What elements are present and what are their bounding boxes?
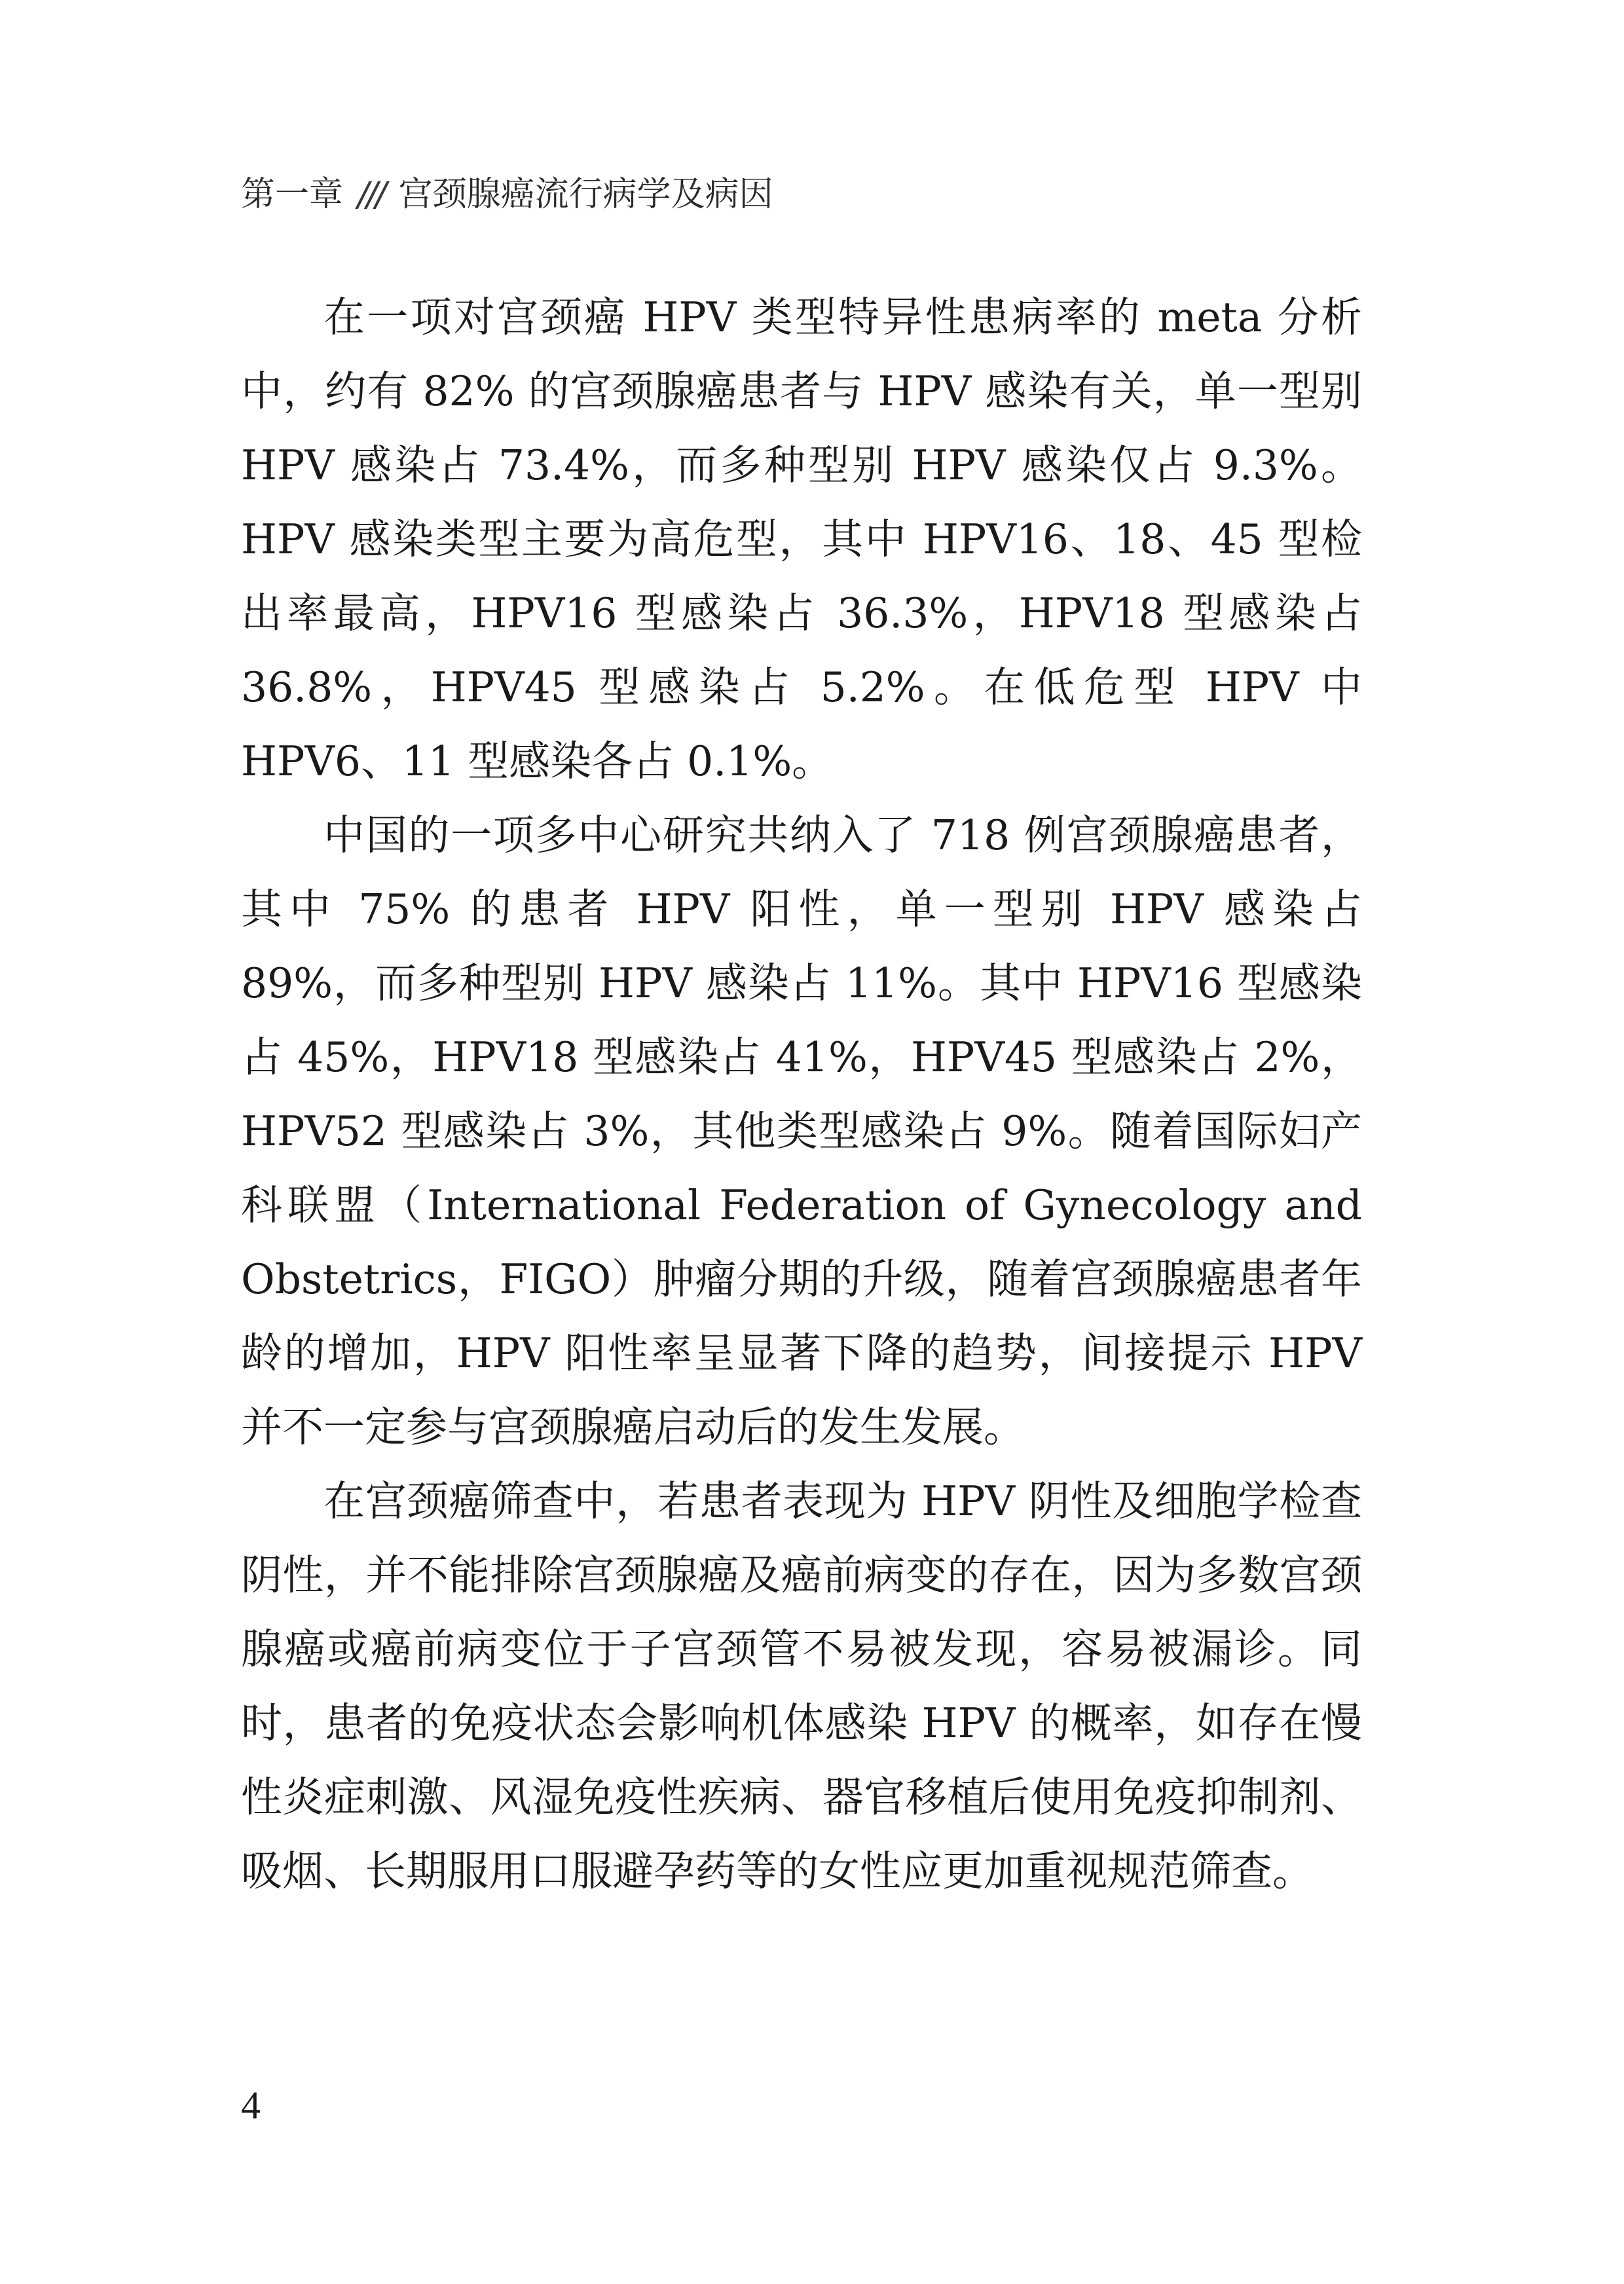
paragraph: 在一项对宫颈癌 HPV 类型特异性患病率的 meta 分析中，约有 82% 的宫颈腺癌患者与 HPV 感染有关，单一型别 HPV 感染占 73.4%，而多种型别 HPV 感染仅占 9.3%。HPV 感染类型主要为高危型，其中 HPV16、18、45 型检出率最高，HPV16 型感染占 36.3%，HPV18 型感染占 36.8%，HPV45 型感染占 5.2%。在低危型 HPV 中 HPV6、11 型感染各占 0.1%。 (241, 293, 1362, 785)
body-text (241, 280, 1362, 1908)
running-head (241, 172, 773, 217)
paragraph: 在宫颈癌筛查中，若患者表现为 HPV 阴性及细胞学检查阴性，并不能排除宫颈腺癌及癌前病变的存在，因为多数宫颈腺癌或癌前病变位于子宫颈管不易被发现，容易被漏诊。同时，患者的免疫状态会影响机体感染 HPV 的概率，如存在慢性炎症刺激、风湿免疫性疾病、器官移植后使用免疫抑制剂、吸烟、长期服用口服避孕药等的女性应更加重视规范筛查。 (241, 1477, 1362, 1895)
chapter-title: 宫颈腺癌流行病学及病因 (398, 175, 773, 214)
paragraph: 中国的一项多中心研究共纳入了 718 例宫颈腺癌患者，其中 75% 的患者 HPV 阳性，单一型别 HPV 感染占 89%，而多种型别 HPV 感染占 11%。其中 HPV16 型感染占 45%，HPV18 型感染占 41%，HPV45 型感染占 2%，HPV52 型感染占 3%，其他类型感染占 9%。随着国际妇产科联盟（International Federation of Gynecology and Obstetrics，FIGO）肿瘤分期的升级，随着宫颈腺癌患者年龄的增加，HPV 阳性率呈显著下降的趋势，间接提示 HPV 并不一定参与宫颈腺癌启动后的发生发展。 (241, 811, 1362, 1451)
page-number: 4 (241, 2084, 261, 2127)
running-head-separator: /// (358, 175, 384, 214)
chapter-label: 第一章 (241, 175, 344, 214)
